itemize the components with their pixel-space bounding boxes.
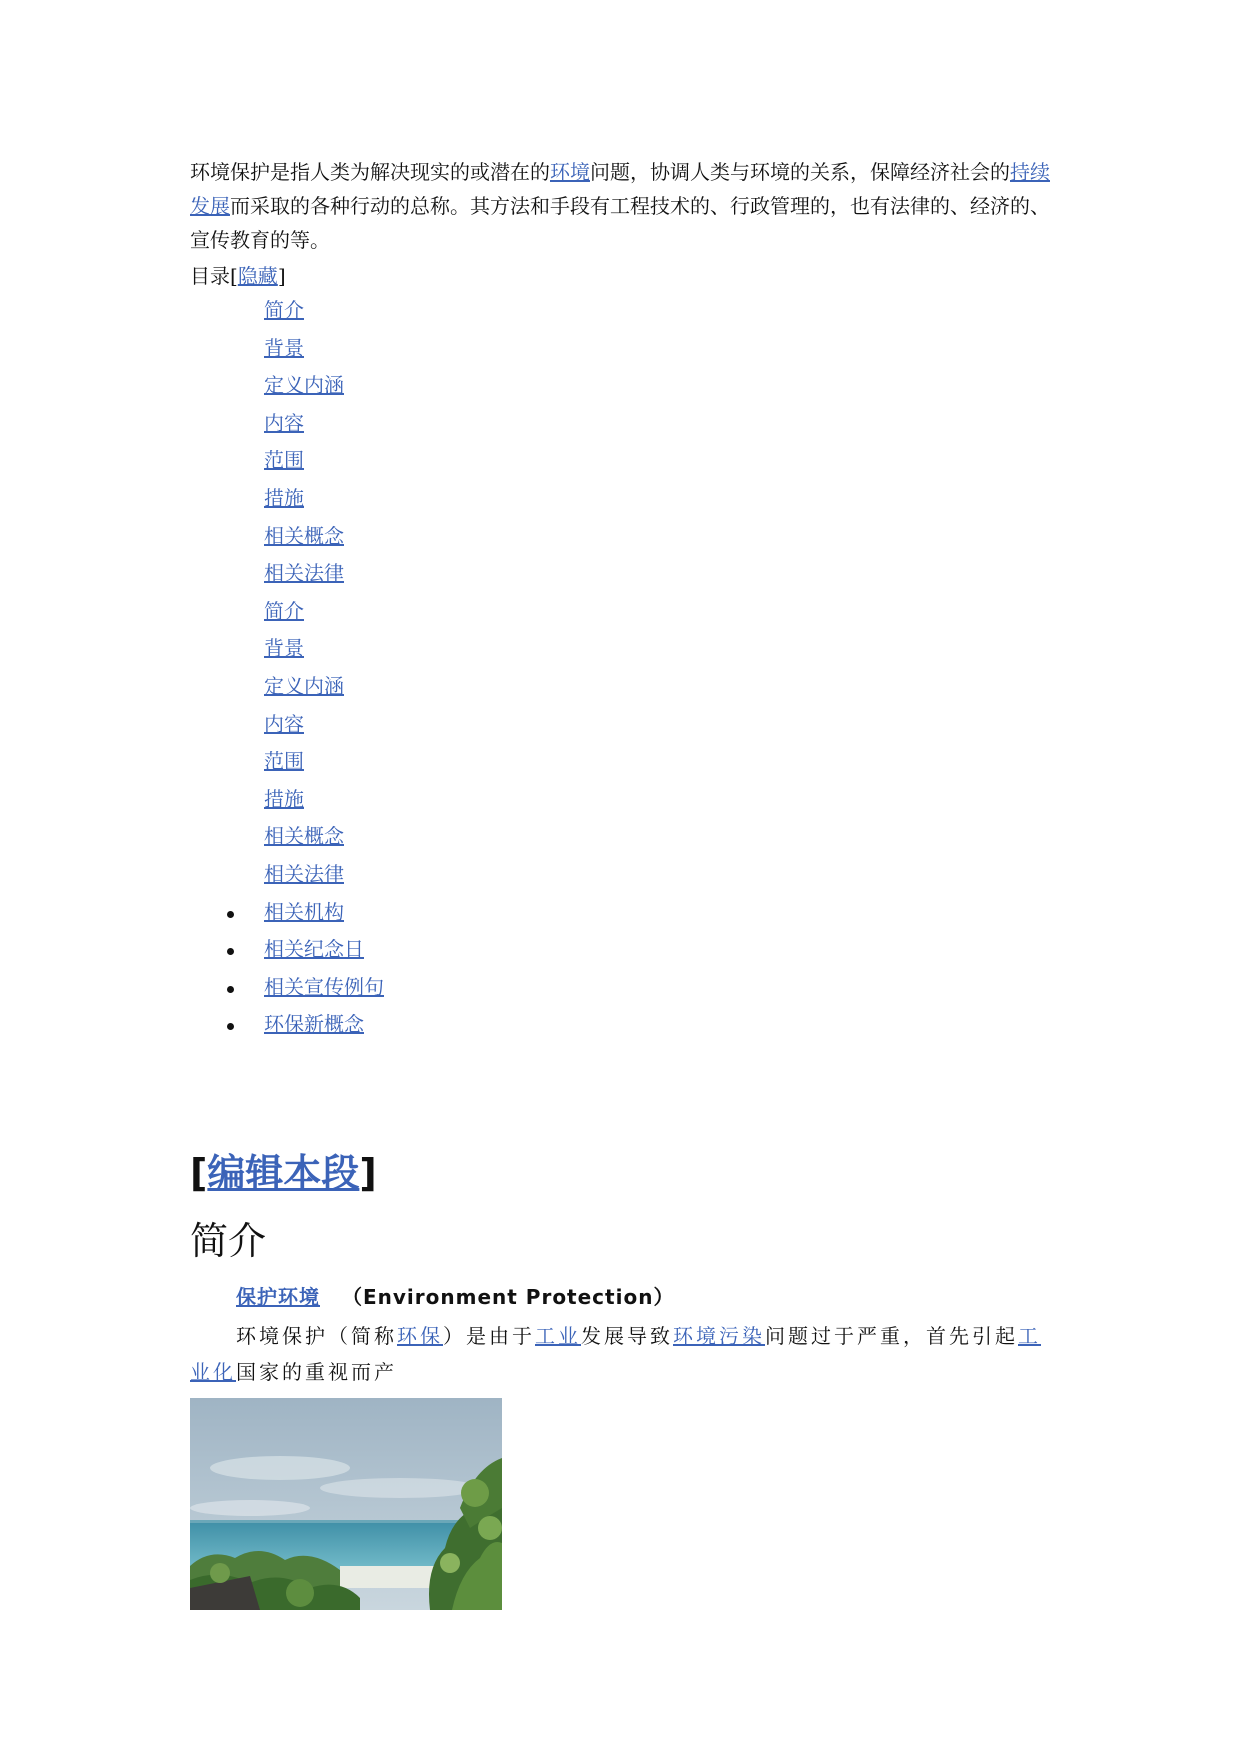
toc-item xyxy=(264,782,1062,820)
toc-link[interactable]: 环保新概念 xyxy=(264,1012,364,1037)
edit-bracket: [ xyxy=(190,1151,208,1195)
toc-item xyxy=(264,819,1062,857)
section-paragraph xyxy=(190,1318,1062,1390)
toc-item xyxy=(264,406,1062,444)
para-text: 问题过于严重，首先引起 xyxy=(765,1324,1018,1348)
edit-section-heading xyxy=(190,1150,377,1196)
toc-link[interactable]: 相关纪念日 xyxy=(264,937,364,962)
toc-list xyxy=(190,293,1062,1045)
toc-link[interactable]: 背景 xyxy=(264,636,304,661)
toc-item xyxy=(264,519,1062,557)
link-environment[interactable]: 环境 xyxy=(550,160,590,184)
toc-link[interactable]: 相关概念 xyxy=(264,824,344,849)
intro-text: 环境保护是指人类为解决现实的或潜在的 xyxy=(190,160,550,184)
toc-header xyxy=(190,259,1062,293)
toc-item xyxy=(264,293,1062,331)
toc-bracket: [ xyxy=(230,264,238,288)
toc-link[interactable]: 定义内涵 xyxy=(264,373,344,398)
edit-section-link[interactable]: 编辑本段 xyxy=(207,1151,360,1195)
link-pollution[interactable]: 环境污染 xyxy=(673,1324,765,1348)
toc-item xyxy=(264,857,1062,895)
toc-link[interactable]: 内容 xyxy=(264,410,304,435)
seascape-photo xyxy=(190,1398,502,1610)
intro-text: 问题，协调人类与环境的关系，保障经济社会的 xyxy=(590,160,1010,184)
toc-link[interactable]: 定义内涵 xyxy=(264,673,344,698)
toc-item xyxy=(264,631,1062,669)
toc-item xyxy=(264,895,1062,933)
toc-link[interactable]: 内容 xyxy=(264,711,304,736)
toc-link[interactable]: 相关概念 xyxy=(264,523,344,548)
link-protect-environment[interactable]: 保护环境 xyxy=(236,1285,320,1309)
toc-link[interactable]: 相关宣传例句 xyxy=(264,974,384,999)
toc-link[interactable]: 背景 xyxy=(264,335,304,360)
link-huanbao[interactable]: 环保 xyxy=(397,1324,443,1348)
edit-bracket: ] xyxy=(359,1151,377,1195)
toc-link[interactable]: 措施 xyxy=(264,485,304,510)
toc-bracket: ] xyxy=(277,264,286,288)
link-industry[interactable]: 工业 xyxy=(535,1324,581,1348)
toc-item xyxy=(264,556,1062,594)
link-industrialization[interactable]: 工业化 xyxy=(190,1324,1041,1384)
para-text: ）是由于 xyxy=(443,1324,535,1348)
toc-item xyxy=(264,331,1062,369)
toc-link[interactable]: 相关机构 xyxy=(264,899,344,924)
toc-link[interactable]: 相关法律 xyxy=(264,561,344,586)
seascape-photo-icon xyxy=(190,1398,502,1610)
intro-paragraph xyxy=(190,155,1062,257)
toc-link[interactable]: 措施 xyxy=(264,786,304,811)
toc-hide-link[interactable]: 隐藏 xyxy=(237,264,278,288)
toc-item xyxy=(264,932,1062,970)
document-body xyxy=(190,155,1062,1045)
toc-item xyxy=(264,443,1062,481)
section-subheading xyxy=(236,1282,674,1312)
toc-link[interactable]: 范围 xyxy=(264,749,304,774)
toc-item xyxy=(264,1007,1062,1045)
toc-label: 目录 xyxy=(190,264,230,288)
toc-item xyxy=(264,744,1062,782)
toc-link[interactable]: 范围 xyxy=(264,448,304,473)
toc-item xyxy=(264,594,1062,632)
toc-item xyxy=(264,970,1062,1008)
toc-item xyxy=(264,481,1062,519)
toc-link[interactable]: 简介 xyxy=(264,298,304,322)
subhead-english: （Environment Protection） xyxy=(342,1285,675,1309)
para-text: 环境保护（简称 xyxy=(236,1324,397,1348)
toc-item xyxy=(264,368,1062,406)
toc-item xyxy=(264,669,1062,707)
para-text: 发展导致 xyxy=(581,1324,673,1348)
toc-item xyxy=(264,707,1062,745)
intro-text: 而采取的各种行动的总称。其方法和手段有工程技术的、行政管理的，也有法律的、经济的、宣传教育的等。 xyxy=(190,194,1050,252)
link-sustainable-development[interactable]: 持续发展 xyxy=(190,160,1050,218)
toc-link[interactable]: 相关法律 xyxy=(264,861,344,886)
section-title: 简介 xyxy=(190,1219,267,1263)
toc-link[interactable]: 简介 xyxy=(264,598,304,623)
para-text: 国家的重视而产 xyxy=(236,1360,397,1384)
